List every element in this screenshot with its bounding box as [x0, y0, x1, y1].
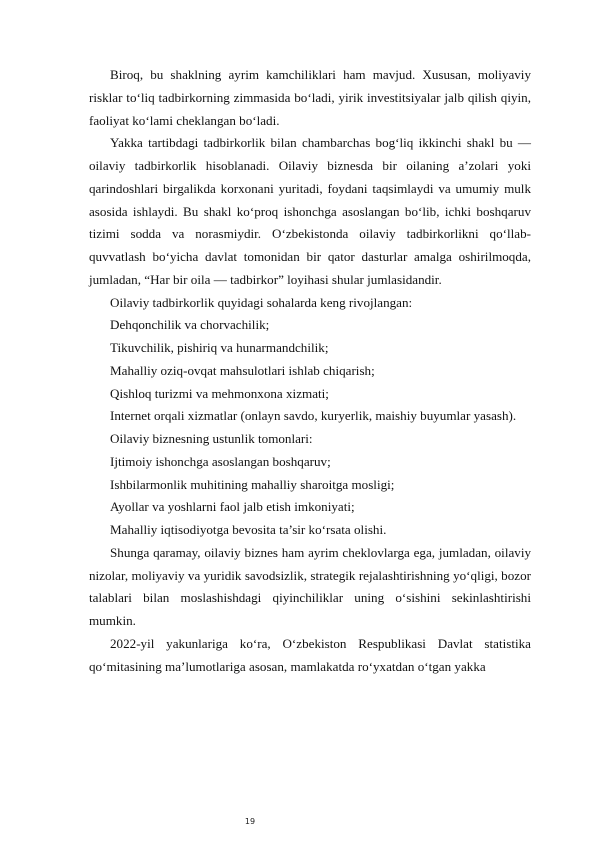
list-item: Mahalliy oziq-ovqat mahsulotlari ishlab chiqarish; — [110, 362, 375, 378]
list-item: Dehqonchilik va chorvachilik; — [110, 317, 270, 333]
paragraph-sectors-intro: Oilaviy tadbirkorlik quyidagi sohalarda keng rivojlangan: — [110, 294, 413, 310]
paragraph-drawbacks: Biroq, bu shaklning ayrim kamchiliklari ham mavjud. Xususan, moliyaviy risklar to‘liq tadbirkorning zimmasida bo‘ladi, yirik investitsiyalar jalb qilish qiyin, faoliyat ko‘lami cheklangan bo‘ladi. — [89, 67, 531, 128]
paragraph-limitations: Shunga qaramay, oilaviy biznes ham ayrim cheklovlarga ega, jumladan, oilaviy nizolar, moliyaviy va yuridik savodsizlik, strategik rejalashtirishning yo‘qligi, bozor talablari bilan moslashishdagi qiyinchiliklar uning o‘sishini sekinlashtirishi mumkin. — [89, 544, 531, 628]
list-item: Tikuvchilik, pishiriq va hunarmandchilik; — [110, 340, 329, 355]
list-item: Qishloq turizmi va mehmonxona xizmati; — [110, 385, 329, 401]
list-item: Mahalliy iqtisodiyotga bevosita ta’sir ko‘rsata olishi. — [110, 522, 387, 537]
paragraph-statistics: 2022-yil yakunlariga ko‘ra, O‘zbekiston Respublikasi Davlat statistika qo‘mitasining ma’lumotlariga asosan, mamlakatda ro‘yxatdan o‘tgan yakka — [89, 635, 531, 674]
list-item: Ishbilarmonlik muhitining mahalliy sharoitga mosligi; — [110, 476, 395, 492]
paragraph-family-business: Yakka tartibdagi tadbirkorlik bilan chambarchas bog‘liq ikkinchi shakl bu — oilaviy tadbirkorlik hisoblanadi. Oilaviy biznesda bir oilaning a’zolari yoki qarindoshlari birgalikda korxonani yuritadi, foydani taqsimlaydi va umumiy mulk asosida ishlaydi. Bu shakl ko‘proq ishonchga asoslangan bo‘lib, ichki boshqaruv tizimi sodda va norasmiydir. O‘zbekistonda oilaviy tadbirkorlikni qo‘llab-quvvatlash bo‘yicha davlat tomonidan bir qator dasturlar amalga oshirilmoqda, jumladan, “Har bir oila — tadbirkor” loyihasi shular jumlasidandir. — [89, 135, 531, 287]
list-item: Internet orqali xizmatlar (onlayn savdo, kuryerlik, maishiy buyumlar yasash). — [110, 408, 517, 424]
list-item: Ayollar va yoshlarni faol jalb etish imkoniyati; — [110, 499, 355, 515]
page-number: 19 — [244, 817, 256, 826]
body-text — [89, 64, 531, 678]
list-item: Ijtimoiy ishonchga asoslangan boshqaruv; — [110, 453, 331, 469]
paragraph-advantages-intro: Oilaviy biznesning ustunlik tomonlari: — [110, 431, 313, 446]
